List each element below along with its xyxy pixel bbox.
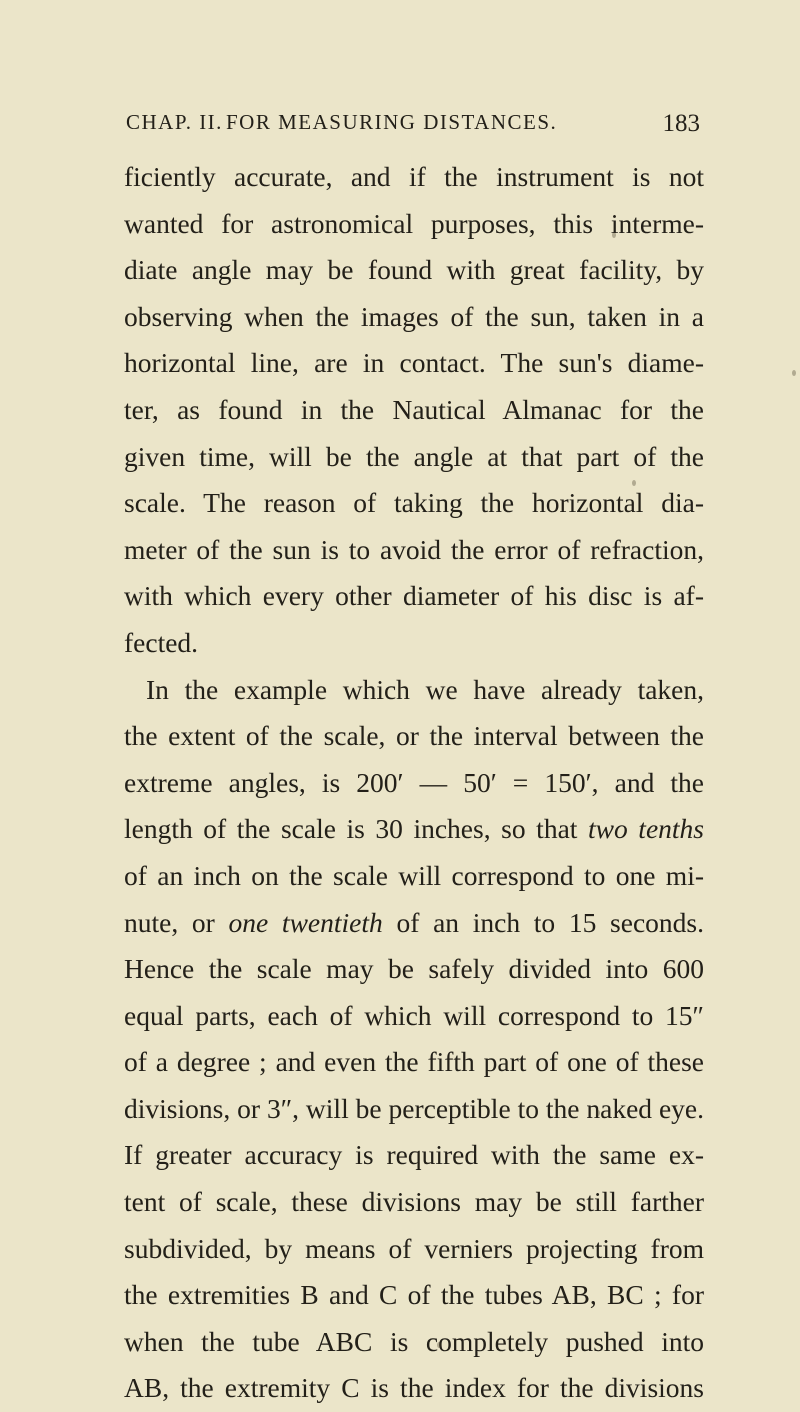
text-line: given time, will be the angle at that part of the [124,440,704,472]
text-line: of a degree ; and even the fifth part of one of these [124,1046,704,1078]
text-line: the extremities B and C of the tubes AB, BC ; for [124,1279,704,1311]
text-line: observing when the images of the sun, taken in a [124,300,704,332]
running-title: FOR MEASURING DISTANCES. [226,110,558,134]
text-line: equal parts, each of which will correspond to 15″ [124,999,704,1031]
text-line: Hence the scale may be safely divided into 600 [124,953,704,985]
text-line: tent of scale, these divisions may be still farther [124,1186,704,1218]
paper-speck [632,480,636,486]
text-segment: length of the scale is 30 inches, so that [124,813,588,845]
text-segment: nute, or [124,906,229,938]
running-header [126,110,700,142]
text-line: diate angle may be found with great facility, by [124,254,704,286]
text-line [124,806,704,853]
text-line: with which every other diameter of his disc is af- [124,580,704,612]
paper-speck [612,232,616,238]
text-line: subdivided, by means of verniers projecting from [124,1232,704,1264]
text-line: ter, as found in the Nautical Almanac for the [124,393,704,425]
text-line: meter of the sun is to avoid the error of refraction, [124,533,704,565]
page-number: 183 [662,110,700,137]
text-line: wanted for astronomical purposes, this interme- [124,207,704,239]
text-line: fected. [124,626,199,658]
text-line: the extent of the scale, or the interval between the [124,720,704,752]
text-line: scale. The reason of taking the horizontal dia- [124,487,704,519]
paragraph-first-line: In the example which we have already taken, [146,673,704,705]
italic-phrase: two tenths [588,813,704,845]
italic-phrase: one twentieth [228,906,383,938]
text-line [124,900,704,947]
text-line: extreme angles, is 200′ — 50′ = 150′, and the [124,766,704,798]
body-text [124,154,704,1412]
text-line: when the tube ABC is completely pushed into [124,1325,704,1357]
chapter-label: CHAP. II. [126,110,223,134]
paper-speck [792,370,796,376]
text-segment: of an inch to 15 seconds. [382,906,704,938]
text-line: If greater accuracy is required with the same ex- [124,1139,704,1171]
paper-speck [596,1110,600,1116]
paper-speck [437,1342,441,1348]
text-line: ficiently accurate, and if the instrument is not [124,161,704,192]
text-line: divisions, or 3″, will be perceptible to the naked eye. [124,1092,704,1124]
text-line: AB, the extremity C is the index for the divisions [124,1372,704,1404]
text-line: horizontal line, are in contact. The sun's diame- [124,347,704,379]
text-line: of an inch on the scale will correspond to one mi- [124,859,704,891]
